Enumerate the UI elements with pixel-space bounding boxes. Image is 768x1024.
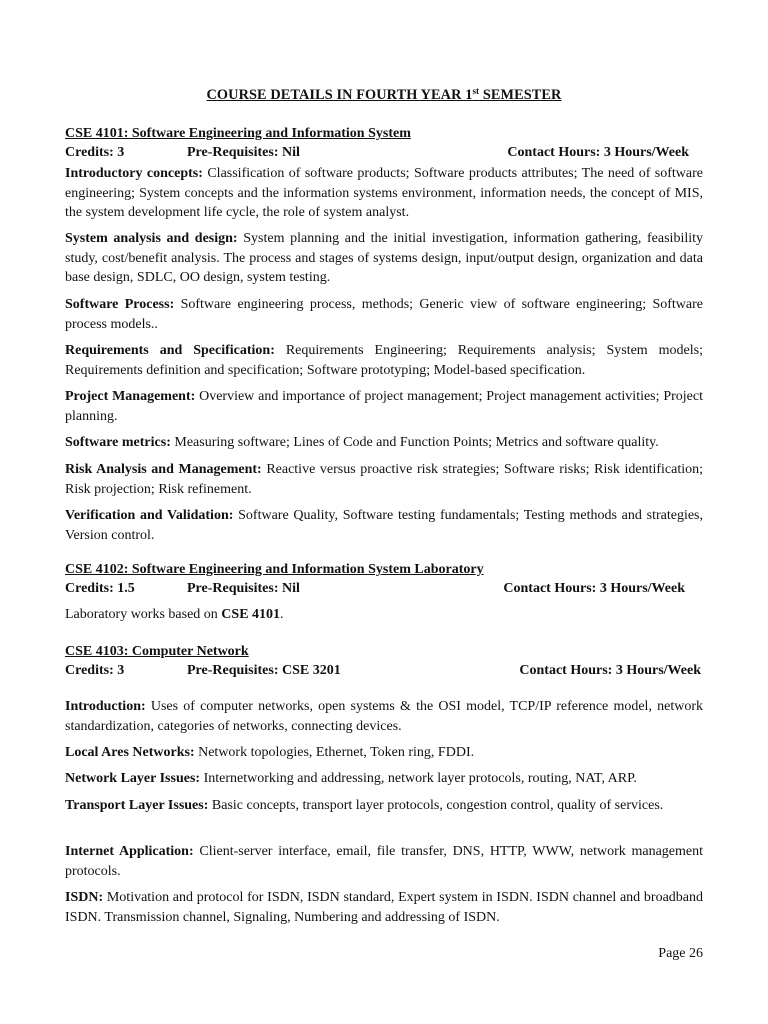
lab-paragraph: Laboratory works based on CSE 4101.: [65, 607, 284, 622]
section-paragraph: Verification and Validation: Software Quality, Software testing fundamentals; Testing methods and strategies, Version control.: [65, 508, 703, 543]
prerequisites: Pre-Requisites: Nil: [187, 581, 300, 596]
page-title: COURSE DETAILS IN FOURTH YEAR 1st SEMESTER: [206, 86, 562, 103]
credits: Credits: 3: [65, 663, 125, 678]
credits: Credits: 1.5: [65, 581, 135, 596]
contact-hours: Contact Hours: 3 Hours/Week: [519, 663, 701, 678]
course-cse4103-header: [65, 642, 703, 680]
course-meta: [65, 661, 703, 680]
course-cse4101-header: [65, 124, 703, 162]
course-heading: CSE 4101: Software Engineering and Information System: [65, 126, 411, 141]
section-paragraph: Internet Application: Client-server interface, email, file transfer, DNS, HTTP, WWW, network management protocols.: [65, 844, 703, 879]
course-meta: [65, 143, 703, 162]
section-paragraph: Local Ares Networks: Network topologies, Ethernet, Token ring, FDDI.: [65, 745, 475, 760]
course-cse4102-header: [65, 560, 703, 598]
section-paragraph: Risk Analysis and Management: Reactive versus proactive risk strategies; Software risks; Risk identification; Risk projection; Risk refinement.: [65, 462, 703, 497]
course-meta: [65, 579, 703, 598]
page-number: Page 26: [658, 946, 703, 961]
prerequisites: Pre-Requisites: CSE 3201: [187, 663, 341, 678]
credits: Credits: 3: [65, 145, 125, 160]
section-paragraph: Introduction: Uses of computer networks, open systems & the OSI model, TCP/IP reference model, network standardization, categories of networks, connecting devices.: [65, 699, 703, 734]
section-paragraph: Software metrics: Measuring software; Lines of Code and Function Points; Metrics and software quality.: [65, 435, 659, 450]
course-heading: CSE 4103: Computer Network: [65, 644, 249, 659]
course-heading: CSE 4102: Software Engineering and Information System Laboratory: [65, 562, 484, 577]
prerequisites: Pre-Requisites: Nil: [187, 145, 300, 160]
section-paragraph: Software Process: Software engineering process, methods; Generic view of software engineering; Software process models..: [65, 297, 703, 332]
section-paragraph: Introductory concepts: Classification of software products; Software products attributes; The need of software engineering; System concepts and the information systems environment, information needs, the concept of MIS, the system development life cycle, the role of system analyst.: [65, 166, 703, 220]
contact-hours: Contact Hours: 3 Hours/Week: [507, 145, 689, 160]
section-paragraph: Transport Layer Issues: Basic concepts, transport layer protocols, congestion control, quality of services.: [65, 798, 664, 813]
section-paragraph: Project Management: Overview and importance of project management; Project management activities; Project planning.: [65, 389, 703, 424]
section-paragraph: Requirements and Specification: Requirements Engineering; Requirements analysis; System models; Requirements definition and specification; Software prototyping; Model-based specification.: [65, 343, 703, 378]
document-page: [65, 0, 703, 1024]
section-paragraph: System analysis and design: System planning and the initial investigation, information gathering, feasibility study, cost/benefit analysis. The process and stages of systems design, input/output design, organization and data base design, SDLC, OO design, system testing.: [65, 231, 703, 285]
section-paragraph: ISDN: Motivation and protocol for ISDN, ISDN standard, Expert system in ISDN. ISDN channel and broadband ISDN. Transmission channel, Signaling, Numbering and addressing of ISDN.: [65, 890, 703, 925]
section-paragraph: Network Layer Issues: Internetworking and addressing, network layer protocols, routing, NAT, ARP.: [65, 771, 637, 786]
contact-hours: Contact Hours: 3 Hours/Week: [503, 581, 685, 596]
